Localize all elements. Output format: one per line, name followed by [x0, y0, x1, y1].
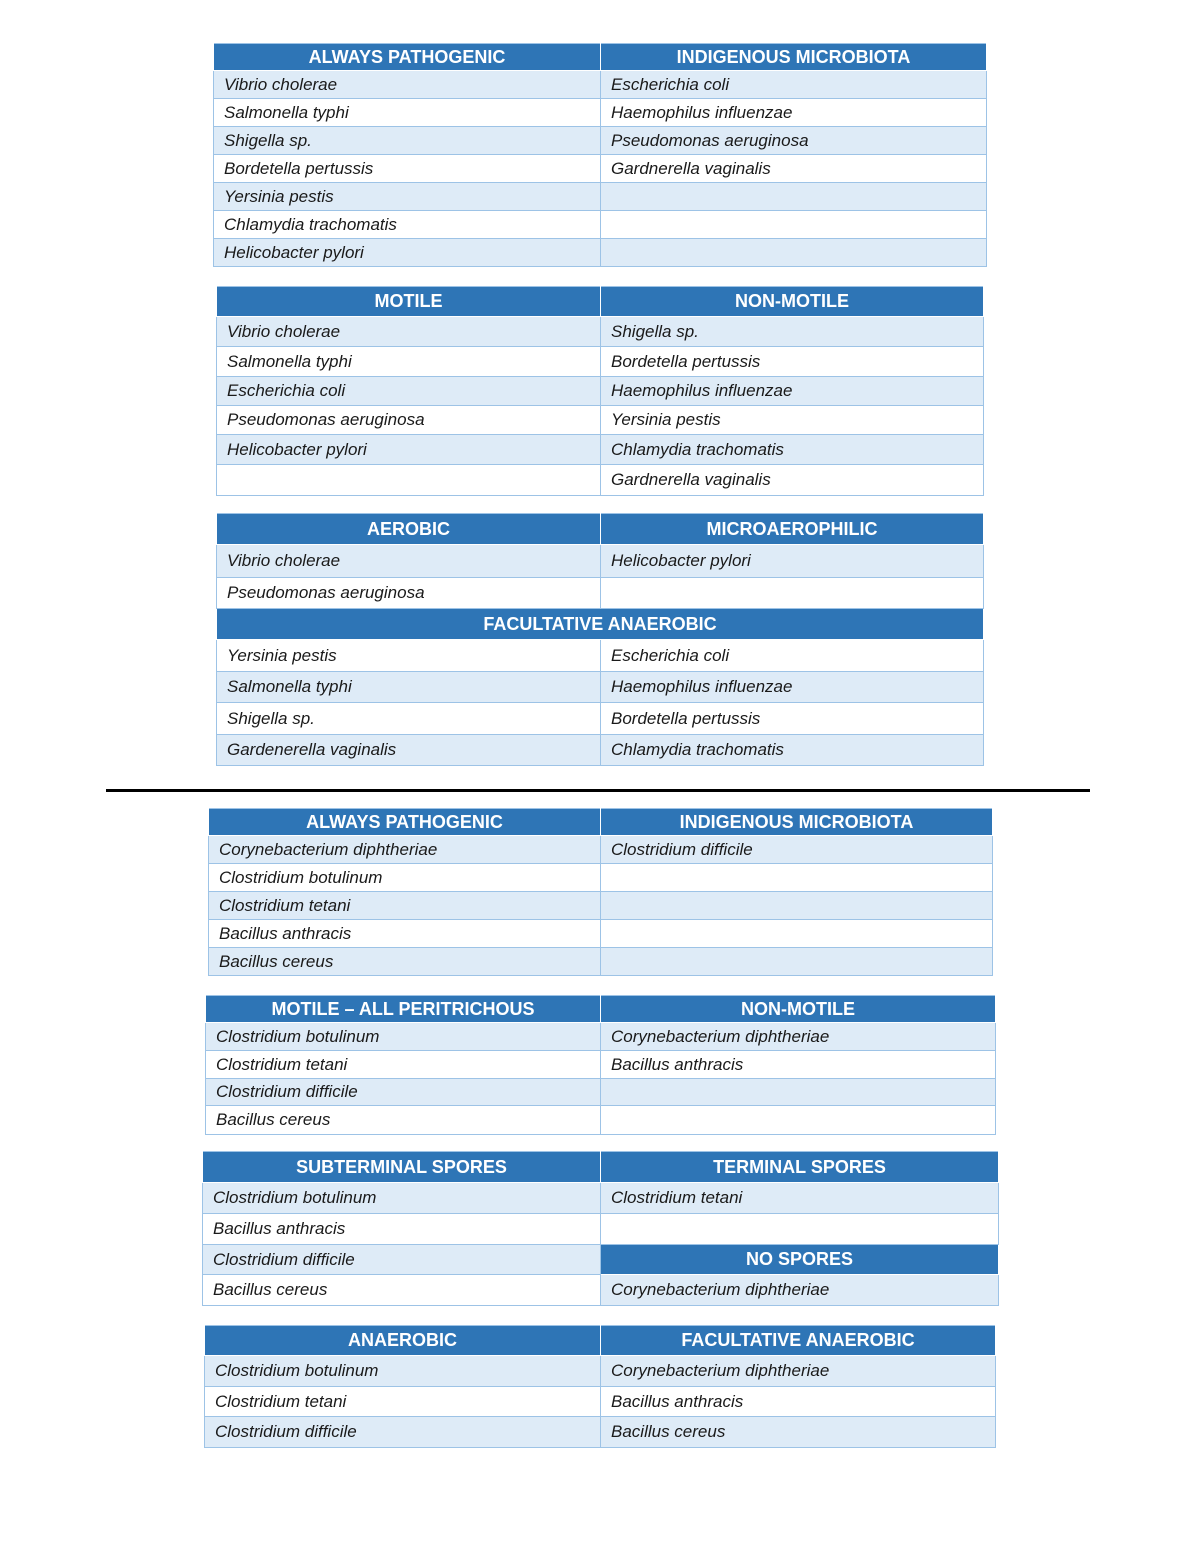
header-terminal-spores: TERMINAL SPORES — [601, 1152, 999, 1183]
header-microaerophilic: MICROAEROPHILIC — [601, 514, 984, 545]
table-row — [205, 1417, 996, 1448]
cell — [601, 211, 987, 239]
header-anaerobic: ANAEROBIC — [205, 1326, 601, 1356]
cell — [601, 920, 993, 948]
header-always-pathogenic: ALWAYS PATHOGENIC — [214, 44, 601, 71]
cell: Clostridium botulinum — [209, 864, 601, 892]
cell: Haemophilus influenzae — [601, 99, 987, 127]
table-row — [203, 1183, 999, 1214]
cell: Haemophilus influenzae — [601, 672, 984, 703]
table-row — [209, 948, 993, 976]
table-row — [217, 703, 984, 735]
cell: Gardnerella vaginalis — [601, 465, 984, 496]
cell: Yersinia pestis — [601, 406, 984, 435]
table-pathogenic-vs-indigenous-2 — [208, 808, 993, 976]
table-row — [209, 836, 993, 864]
cell: Pseudomonas aeruginosa — [217, 578, 601, 609]
cell: Helicobacter pylori — [214, 239, 601, 267]
cell: Salmonella typhi — [214, 99, 601, 127]
cell: Escherichia coli — [601, 71, 987, 99]
cell: Corynebacterium diphtheriae — [601, 1023, 996, 1051]
cell — [601, 948, 993, 976]
cell: Bacillus cereus — [206, 1106, 601, 1135]
cell: Shigella sp. — [214, 127, 601, 155]
cell: Helicobacter pylori — [601, 545, 984, 578]
header-facultative-anaerobic: FACULTATIVE ANAEROBIC — [217, 609, 984, 640]
table-row — [217, 347, 984, 377]
header-indigenous-microbiota: INDIGENOUS MICROBIOTA — [601, 44, 987, 71]
header-subterminal-spores: SUBTERMINAL SPORES — [203, 1152, 601, 1183]
cell: Pseudomonas aeruginosa — [217, 406, 601, 435]
cell: Bacillus cereus — [601, 1417, 996, 1448]
table-row — [205, 1356, 996, 1387]
table-row — [217, 672, 984, 703]
table-motile-vs-nonmotile-1 — [216, 286, 984, 496]
cell: Gardnerella vaginalis — [601, 155, 987, 183]
cell: Chlamydia trachomatis — [601, 735, 984, 766]
header-always-pathogenic: ALWAYS PATHOGENIC — [209, 809, 601, 836]
cell — [217, 465, 601, 496]
cell — [601, 864, 993, 892]
header-no-spores: NO SPORES — [601, 1245, 999, 1275]
table-row — [217, 640, 984, 672]
cell: Clostridium botulinum — [205, 1356, 601, 1387]
cell: Vibrio cholerae — [217, 317, 601, 347]
cell: Corynebacterium diphtheriae — [601, 1356, 996, 1387]
cell: Yersinia pestis — [214, 183, 601, 211]
cell: Bacillus cereus — [203, 1275, 601, 1306]
table-row — [209, 864, 993, 892]
table-row — [217, 317, 984, 347]
header-indigenous-microbiota: INDIGENOUS MICROBIOTA — [601, 809, 993, 836]
cell: Bacillus anthracis — [601, 1051, 996, 1079]
table-row — [209, 892, 993, 920]
cell: Clostridium difficile — [601, 836, 993, 864]
header-motile: MOTILE — [217, 287, 601, 317]
cell: Salmonella typhi — [217, 672, 601, 703]
header-non-motile: NON-MOTILE — [601, 996, 996, 1023]
table-row — [214, 71, 987, 99]
table-row — [217, 465, 984, 496]
cell: Bordetella pertussis — [601, 347, 984, 377]
cell — [601, 1214, 999, 1245]
cell: Clostridium tetani — [205, 1387, 601, 1417]
cell — [601, 239, 987, 267]
table-row — [203, 1245, 999, 1275]
cell: Shigella sp. — [217, 703, 601, 735]
table-row — [214, 239, 987, 267]
table-row — [214, 127, 987, 155]
cell: Yersinia pestis — [217, 640, 601, 672]
cell: Clostridium tetani — [206, 1051, 601, 1079]
table-row — [205, 1387, 996, 1417]
cell: Clostridium difficile — [205, 1417, 601, 1448]
cell: Helicobacter pylori — [217, 435, 601, 465]
cell: Bordetella pertussis — [214, 155, 601, 183]
cell: Escherichia coli — [217, 377, 601, 406]
header-non-motile: NON-MOTILE — [601, 287, 984, 317]
cell: Clostridium difficile — [203, 1245, 601, 1275]
table-row — [214, 155, 987, 183]
table-row — [203, 1214, 999, 1245]
table-spores — [202, 1151, 999, 1306]
table-row — [206, 1106, 996, 1135]
cell: Bacillus anthracis — [209, 920, 601, 948]
cell: Clostridium tetani — [209, 892, 601, 920]
cell: Clostridium botulinum — [206, 1023, 601, 1051]
cell: Corynebacterium diphtheriae — [601, 1275, 999, 1306]
header-aerobic: AEROBIC — [217, 514, 601, 545]
header-motile-all-peritrichous: MOTILE – ALL PERITRICHOUS — [206, 996, 601, 1023]
cell: Vibrio cholerae — [214, 71, 601, 99]
table-row — [214, 99, 987, 127]
cell: Haemophilus influenzae — [601, 377, 984, 406]
table-pathogenic-vs-indigenous-1 — [213, 43, 987, 267]
cell — [601, 1079, 996, 1106]
header-facultative-anaerobic: FACULTATIVE ANAEROBIC — [601, 1326, 996, 1356]
cell: Pseudomonas aeruginosa — [601, 127, 987, 155]
table-row — [217, 578, 984, 609]
table-row — [206, 1051, 996, 1079]
table-oxygen-requirement-2 — [204, 1325, 996, 1448]
cell — [601, 183, 987, 211]
table-row — [214, 211, 987, 239]
cell: Bacillus cereus — [209, 948, 601, 976]
cell: Chlamydia trachomatis — [214, 211, 601, 239]
table-motile-vs-nonmotile-2 — [205, 995, 996, 1135]
table-row — [206, 1079, 996, 1106]
cell: Chlamydia trachomatis — [601, 435, 984, 465]
table-row — [217, 545, 984, 578]
cell — [601, 892, 993, 920]
cell — [601, 578, 984, 609]
cell: Vibrio cholerae — [217, 545, 601, 578]
cell: Bordetella pertussis — [601, 703, 984, 735]
cell: Gardenerella vaginalis — [217, 735, 601, 766]
cell: Bacillus anthracis — [203, 1214, 601, 1245]
table-row — [214, 183, 987, 211]
table-row — [209, 920, 993, 948]
table-row — [203, 1275, 999, 1306]
table-oxygen-requirement-1 — [216, 513, 984, 766]
table-row — [217, 435, 984, 465]
table-row — [217, 377, 984, 406]
cell: Clostridium tetani — [601, 1183, 999, 1214]
section-divider — [106, 789, 1090, 792]
cell — [601, 1106, 996, 1135]
table-row — [217, 735, 984, 766]
cell: Corynebacterium diphtheriae — [209, 836, 601, 864]
cell: Clostridium difficile — [206, 1079, 601, 1106]
cell: Clostridium botulinum — [203, 1183, 601, 1214]
cell: Shigella sp. — [601, 317, 984, 347]
cell: Bacillus anthracis — [601, 1387, 996, 1417]
table-row — [206, 1023, 996, 1051]
cell: Salmonella typhi — [217, 347, 601, 377]
table-row — [217, 406, 984, 435]
cell: Escherichia coli — [601, 640, 984, 672]
